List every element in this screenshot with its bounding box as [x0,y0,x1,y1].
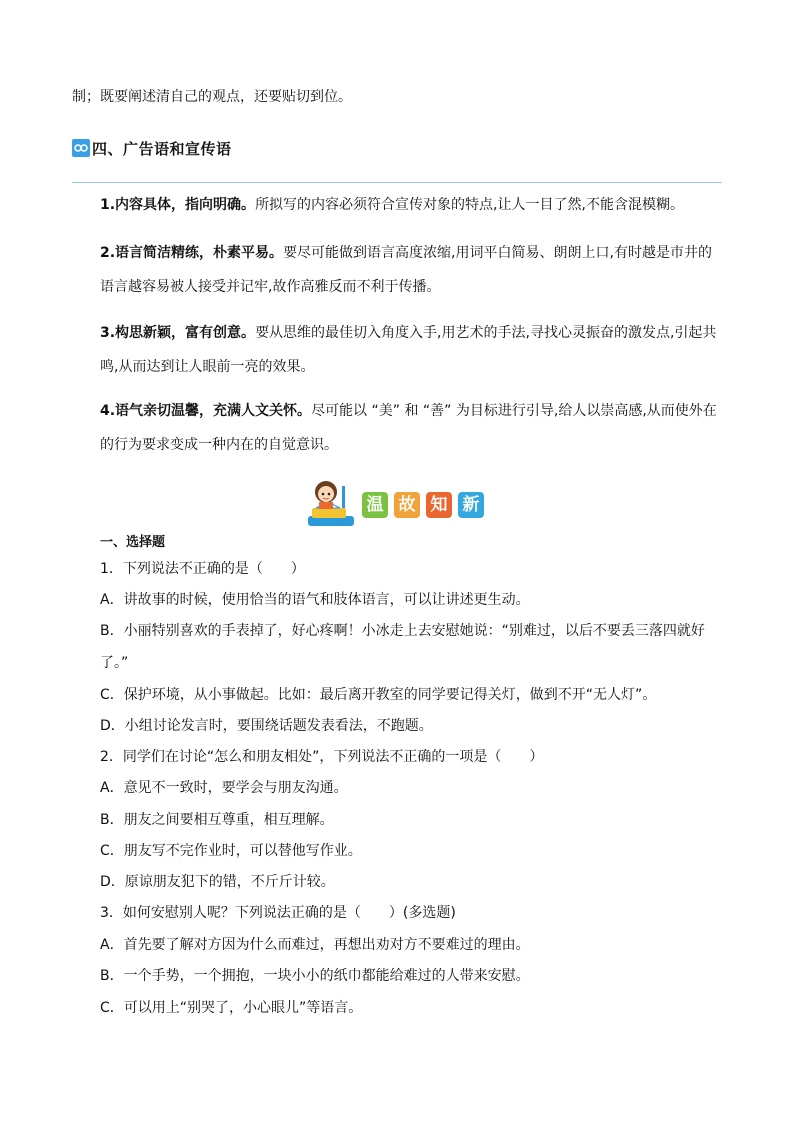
exercise-line: D．小组讨论发言时，要围绕话题发表看法，不跑题。 [100,718,433,734]
exercise-line: A．意见不一致时，要学会与朋友沟通。 [100,780,348,796]
exercise-line: C．可以用上“别哭了，小心眼儿”等语言。 [100,1000,363,1016]
review-banner [302,478,492,530]
tip-item-1 [100,188,720,222]
exercise-line: 1．下列说法不正确的是（ ） [100,561,305,577]
tip-item-2 [100,236,720,304]
tip-item-4-text: 尽可能以 “美” 和 “善” 为目标进行引导,给人以崇高感,从而使外在的行为要求变成一种内在的自觉意识。 [100,403,717,453]
tip-item-4 [100,394,720,462]
banner-tile-2: 故 [394,492,420,518]
tip-item-3-lead: 3.构思新颖，富有创意。 [100,325,256,341]
section-title: 四、广告语和宣传语 [92,139,232,158]
exercise-line: B．小丽特别喜欢的手表掉了，好心疼啊！小冰走上去安慰她说：“别难过，以后不要丢三落四就好 [100,623,705,639]
banner-tile-1: 温 [362,492,388,518]
tip-item-2-lead: 2.语言简洁精练，朴素平易。 [100,245,284,261]
section-heading [72,135,232,161]
exercise-line: 3．如何安慰别人呢？下列说法正确的是（ ）(多选题) [100,905,456,921]
banner-tile-3: 知 [426,492,452,518]
exercise-line: D．原谅朋友犯下的错，不斤斤计较。 [100,874,335,890]
tip-item-1-lead: 1.内容具体，指向明确。 [100,197,256,213]
exercise-line: 2．同学们在讨论“怎么和朋友相处”，下列说法不正确的一项是（ ） [100,749,544,765]
tip-item-4-lead: 4.语气亲切温馨，充满人文关怀。 [100,403,312,419]
exercise-line: B．朋友之间要相互尊重，相互理解。 [100,812,334,828]
link-icon [72,139,90,157]
banner-tile-4: 新 [458,492,484,518]
exercise-line: B．一个手势，一个拥抱，一块小小的纸巾都能给难过的人带来安慰。 [100,968,530,984]
tip-item-3 [100,316,720,384]
exercise-line: C．保护环境，从小事做起。比如：最后离开教室的同学要记得关灯，做到不开“无人灯”。 [100,687,657,703]
exercise-line: C．朋友写不完作业时，可以替他写作业。 [100,843,362,859]
exercise-line: 了。” [100,655,129,671]
tip-item-1-text: 所拟写的内容必须符合宣传对象的特点,让人一目了然,不能含混模糊。 [255,197,684,213]
exercise-line: A．讲故事的时候，使用恰当的语气和肢体语言，可以让讲述更生动。 [100,592,530,608]
intro-tail-text: 制；既要阐述清自己的观点，还要贴切到位。 [72,89,352,105]
tip-item-2-text: 要尽可能做到语言高度浓缩,用词平白简易、朗朗上口,有时越是市井的语言越容易被人接受并记牢,故作高雅反而不利于传播。 [100,245,712,295]
section-divider [72,182,722,183]
exercise-heading: 一、选择题 [100,535,166,550]
tip-item-3-text: 要从思维的最佳切入角度入手,用艺术的手法,寻找心灵振奋的激发点,引起共鸣,从而达到让人眼前一亮的效果。 [100,325,717,375]
exercise-line: A．首先要了解对方因为什么而难过，再想出劝对方不要难过的理由。 [100,937,530,953]
student-reading-icon [302,478,364,530]
